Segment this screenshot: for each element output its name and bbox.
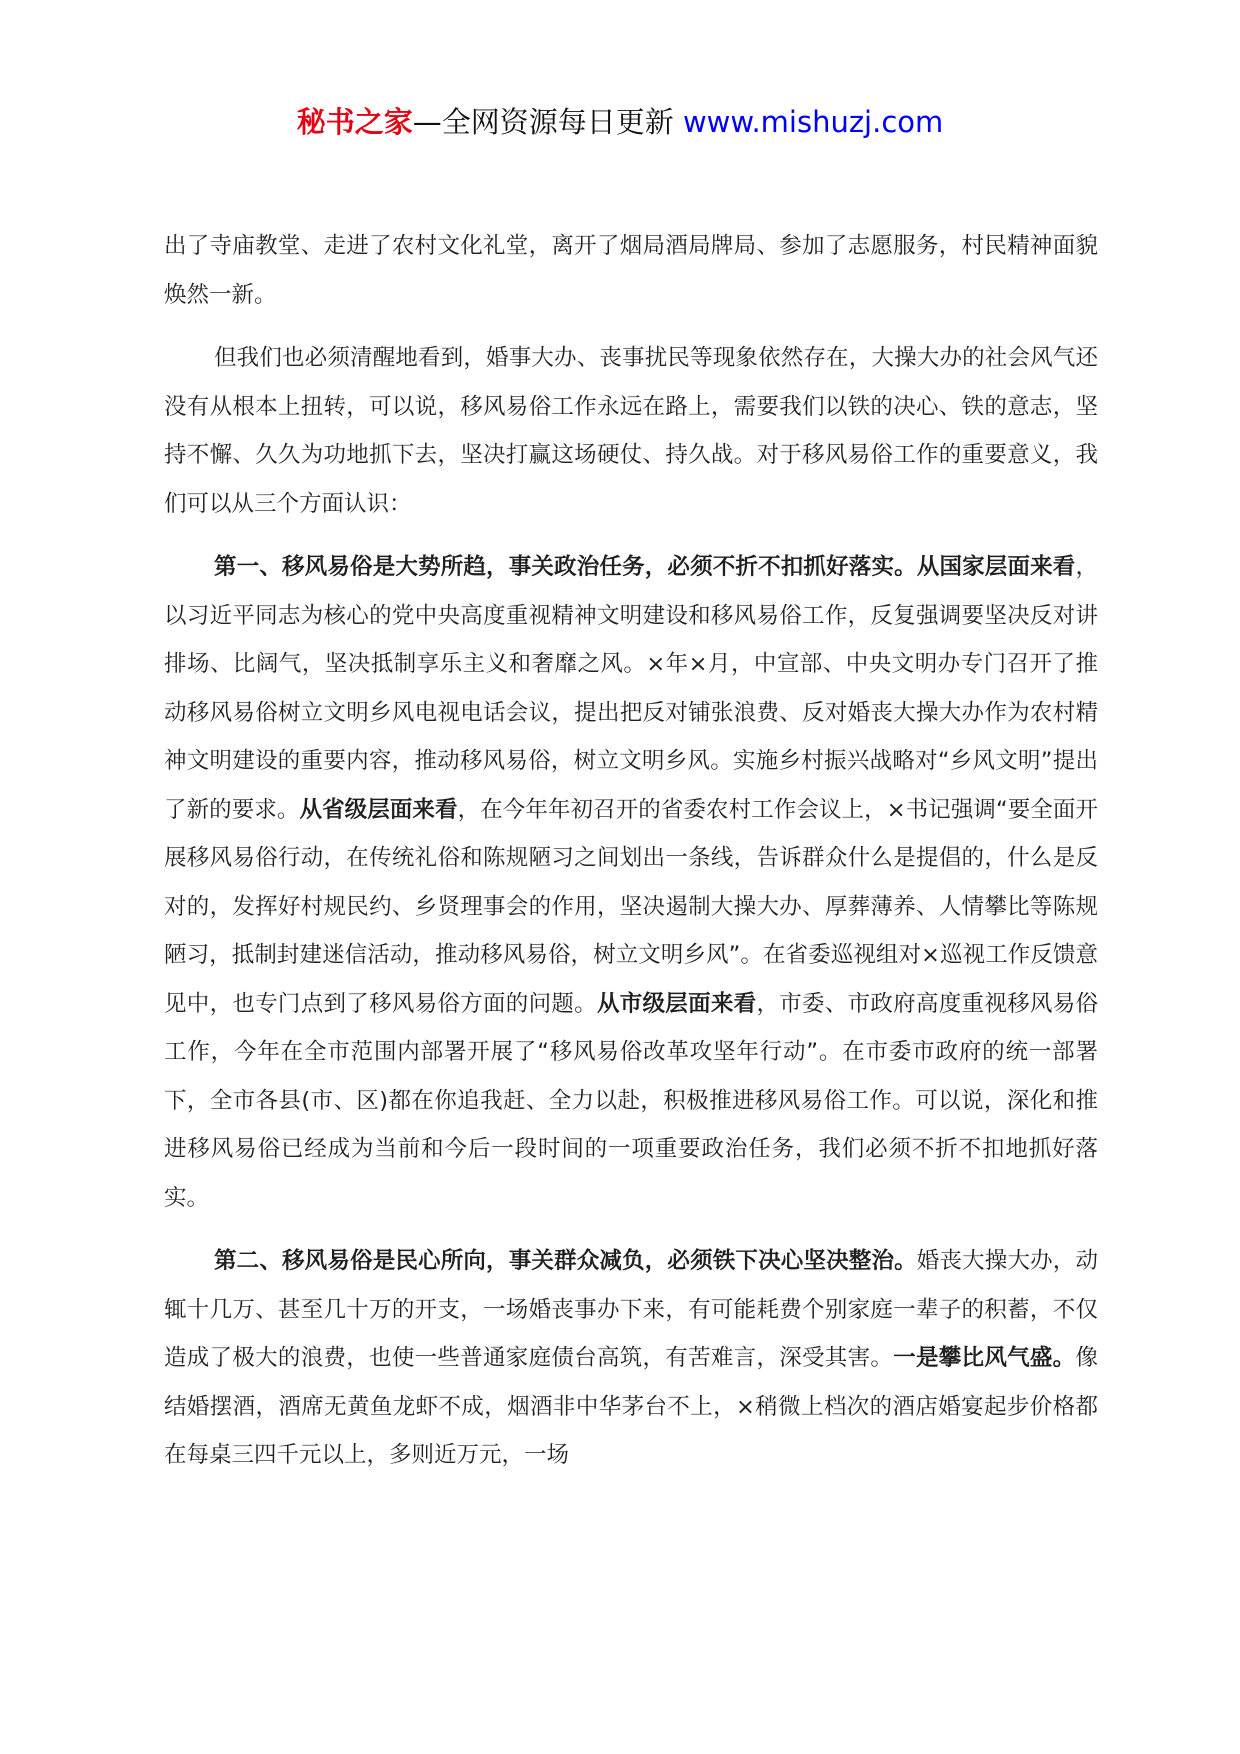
paragraph-2: [164, 334, 1098, 528]
paragraph-text: ，在今年年初召开的省委农村工作会议上，×书记强调“要全面开展移风易俗行动，在传统礼俗和陈规陋习之间划出一条线，告诉群众什么是提倡的，什么是反对的，发挥好村规民约、乡贤理事会的作用，坚决遏制大操大办、厚葬薄养、人情攀比等陈规陋习，抵制封建迷信活动，推动移风易俗，树立文明乡风”。在省委巡视组对×巡视工作反馈意见中，也专门点到了移风易俗方面的问题。: [164, 796, 1098, 1017]
paragraph-text: ，市委、市政府高度重视移风易俗工作，今年在全市范围内部署开展了“移风易俗改革攻坚年行动”。在市委市政府的统一部署下，全市各县(市、区)都在你追我赶、全力以赴，积极推进移风易俗工作。可以说，深化和推进移风易俗已经成为当前和今后一段时间的一项重要政治任务，我们必须不折不扣地抓好落实。: [164, 990, 1098, 1211]
subheading-provincial: 从省级层面来看: [299, 796, 458, 823]
paragraph-text: ，以习近平同志为核心的党中央高度重视精神文明建设和移风易俗工作，反复强调要坚决反对讲排场、比阔气，坚决抵制享乐主义和奢靡之风。×年×月，中宣部、中央文明办专门召开了推动移风易俗树立文明乡风电视电话会议，提出把反对铺张浪费、反对婚丧大操大办作为农村精神文明建设的重要内容，推动移风易俗，树立文明乡风。实施乡村振兴战略对“乡风文明”提出了新的要求。: [164, 554, 1098, 823]
paragraph-text: 婚丧大操大办，动辄十几万、甚至几十万的开支，一场婚丧事办下来，有可能耗费个别家庭一辈子的积蓄，不仅造成了极大的浪费，也使一些普通家庭债台高筑，有苦难言，深受其害。: [164, 1248, 1098, 1371]
subheading-point-one: 一是攀比风气盛。: [893, 1345, 1076, 1371]
section-heading-first: 第一、移风易俗是大势所趋，事关政治任务，必须不折不扣抓好落实。从国家层面来看: [214, 554, 1076, 580]
paragraph-text: 出了寺庙教堂、走进了农村文化礼堂，离开了烟局酒局牌局、参加了志愿服务，村民精神面貌焕然一新。: [164, 233, 1098, 308]
page-header: [0, 104, 1240, 140]
paragraph-text: 但我们也必须清醒地看到，婚事大办、丧事扰民等现象依然存在，大操大办的社会风气还没有从根本上扭转，可以说，移风易俗工作永远在路上，需要我们以铁的决心、铁的意志，坚持不懈、久久为功地抓下去，坚决打赢这场硬仗、持久战。对于移风易俗工作的重要意义，我们可以从三个方面认识：: [164, 345, 1098, 517]
paragraph-4: [164, 1237, 1098, 1480]
paragraph-3: [164, 543, 1098, 1222]
section-heading-second: 第二、移风易俗是民心所向，事关群众减负，必须铁下决心坚决整治。: [214, 1248, 917, 1274]
paragraph-1: [164, 222, 1098, 319]
paragraph-text: 像结婚摆酒，酒席无黄鱼龙虾不成，烟酒非中华茅台不上，×稍微上档次的酒店婚宴起步价格都在每桌三四千元以上，多则近万元，一场: [164, 1345, 1098, 1468]
header-tagline: —全网资源每日更新: [412, 105, 683, 139]
document-body: [164, 222, 1098, 1495]
website-url: www.mishuzj.com: [682, 105, 944, 139]
brand-name: 秘书之家: [296, 105, 413, 139]
subheading-municipal: 从市级层面来看: [596, 990, 757, 1017]
